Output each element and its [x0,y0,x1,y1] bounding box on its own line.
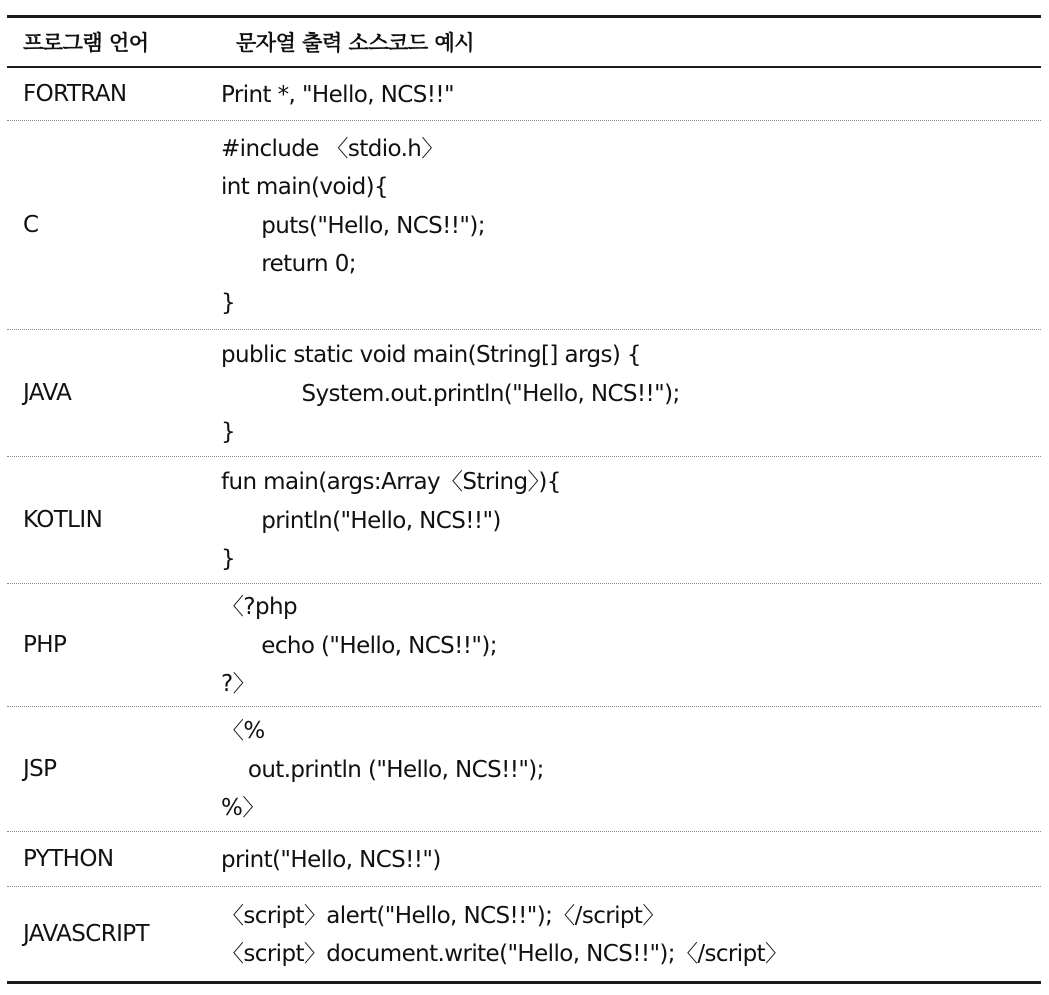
code-line: print("Hello, NCS!!") [221,846,441,873]
table-row [7,583,1041,706]
table-row [7,831,1041,886]
header-language: 프로그램 언어 [23,31,149,55]
code-line: 〈?php [221,594,297,621]
code-line: out.println ("Hello, NCS!!"); [221,756,544,783]
code-line: echo ("Hello, NCS!!"); [221,632,497,659]
code-line: 〈script〉document.write("Hello, NCS!!");〈/script〉 [221,941,788,967]
language-cell: JAVA [23,380,72,406]
table-row [7,120,1041,329]
code-cell [221,124,1041,327]
code-line: System.out.println("Hello, NCS!!"); [221,380,680,407]
code-line: 〈script〉alert("Hello, NCS!!");〈/script〉 [221,902,665,929]
table-row [7,68,1041,120]
code-line: Print *, "Hello, NCS!!" [221,81,454,108]
table-bottom-rule [7,981,1041,984]
table-header-row [7,18,1041,66]
table-row [7,456,1041,583]
language-cell: PHP [23,632,67,658]
language-cell: KOTLIN [23,507,103,533]
table-row [7,329,1041,456]
code-cell [221,70,1041,119]
code-line: #include 〈stdio.h〉 [221,135,444,162]
code-line: ?〉 [221,671,256,698]
header-code-example: 문자열 출력 소스코드 예시 [236,31,475,55]
code-line: fun main(args:Array〈String〉){ [221,469,561,496]
code-cell [221,891,1041,978]
code-line: int main(void){ [221,174,389,201]
code-line: } [221,546,236,573]
language-cell: FORTRAN [23,81,127,107]
code-example-table [7,15,1041,984]
language-cell: C [23,212,39,238]
code-line: println("Hello, NCS!!") [221,507,501,534]
code-line: public static void main(String[] args) { [221,342,641,369]
table-row [7,886,1041,981]
language-cell: JSP [23,756,57,782]
code-line: puts("Hello, NCS!!"); [221,212,485,239]
code-cell [221,582,1041,708]
code-cell [221,330,1041,456]
table-row [7,706,1041,831]
code-line: } [221,289,236,316]
code-line: } [221,419,236,446]
code-line: 〈% [221,718,265,745]
code-cell [221,835,1041,884]
code-line: %〉 [221,795,265,822]
language-cell: PYTHON [23,846,114,872]
code-cell [221,457,1041,583]
table-body [7,68,1041,981]
language-cell: JAVASCRIPT [23,921,149,947]
code-cell [221,706,1041,832]
code-line: return 0; [221,251,356,278]
